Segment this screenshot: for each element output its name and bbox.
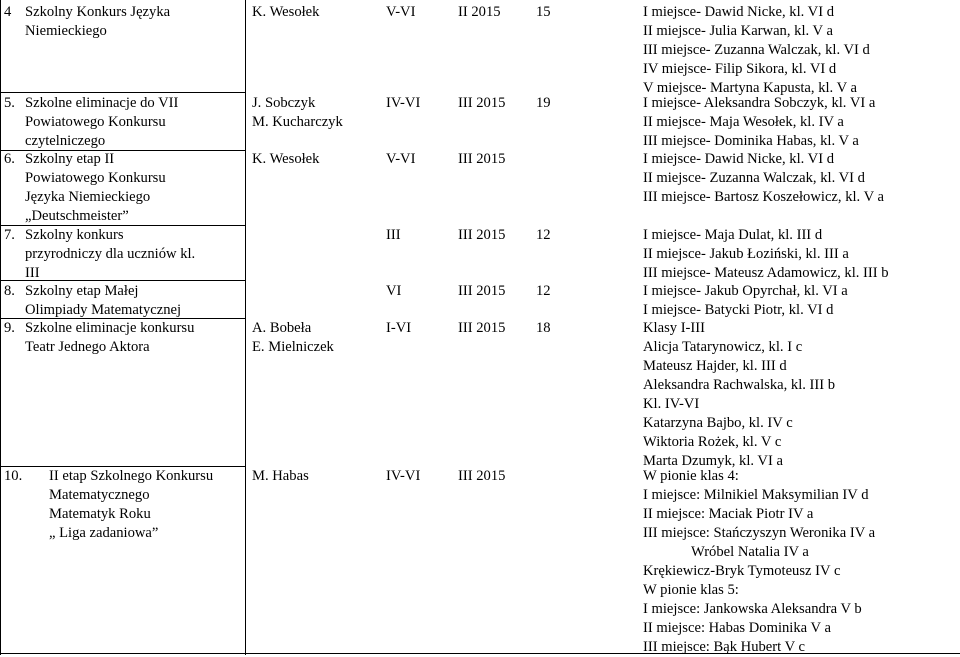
classes: V-VI	[386, 151, 416, 167]
date: III 2015	[458, 95, 506, 111]
date: III 2015	[458, 227, 506, 243]
result-line: W pionie klas 5:	[643, 582, 739, 598]
result-line: I miejsce- Aleksandra Sobczyk, kl. VI a	[643, 95, 876, 111]
contest-name-line: Teatr Jednego Aktora	[25, 339, 150, 355]
contest-name-line: Niemieckiego	[25, 23, 107, 39]
teacher-line: J. Sobczyk	[252, 95, 316, 111]
participant-count: 15	[536, 4, 551, 20]
result-line: III miejsce- Zuzanna Walczak, kl. VI d	[643, 42, 870, 58]
results	[643, 467, 875, 657]
teacher	[252, 319, 334, 357]
results	[643, 319, 835, 471]
contest-name	[25, 94, 178, 151]
contest-name-line: „Deutschmeister”	[25, 208, 129, 224]
row-number: 9.	[4, 320, 15, 336]
results	[643, 282, 848, 320]
teacher	[252, 94, 343, 132]
result-line: Klasy I-III	[643, 320, 705, 336]
results	[643, 226, 889, 283]
result-line: II miejsce: Habas Dominika V a	[643, 620, 831, 636]
contest-name-line: Szkolny etap Małej	[25, 283, 139, 299]
contest-name-line: Szkolne eliminacje konkursu	[25, 320, 195, 336]
result-line: I miejsce- Jakub Opyrchał, kl. VI a	[643, 283, 848, 299]
result-line: III miejsce- Bartosz Koszełowicz, kl. V a	[643, 189, 884, 205]
result-line: II miejsce: Maciak Piotr IV a	[643, 506, 814, 522]
contest-name-line: Matematyk Roku	[49, 506, 151, 522]
contest-name	[49, 467, 213, 543]
result-line: Katarzyna Bajbo, kl. IV c	[643, 415, 793, 431]
participant-count: 12	[536, 227, 551, 243]
date: III 2015	[458, 320, 506, 336]
classes: V-VI	[386, 4, 416, 20]
result-line: V miejsce- Martyna Kapusta, kl. V a	[643, 80, 857, 96]
contest-name-line: Powiatowego Konkursu	[25, 170, 166, 186]
contest-name-line: Języka Niemieckiego	[25, 189, 151, 205]
result-line: Wróbel Natalia IV a	[691, 544, 809, 560]
teacher-line: E. Mielniczek	[252, 339, 334, 355]
contest-name	[25, 226, 195, 283]
result-line: II miejsce- Maja Wesołek, kl. IV a	[643, 114, 844, 130]
result-line: III miejsce- Dominika Habas, kl. V a	[643, 133, 859, 149]
row-number: 5.	[4, 95, 15, 111]
result-line: I miejsce: Jankowska Aleksandra V b	[643, 601, 862, 617]
row-number: 7.	[4, 227, 15, 243]
classes: III	[386, 227, 401, 243]
result-line: Mateusz Hajder, kl. III d	[643, 358, 787, 374]
results	[643, 3, 870, 98]
result-line: III miejsce- Mateusz Adamowicz, kl. III b	[643, 265, 889, 281]
date: III 2015	[458, 468, 506, 484]
contest-name	[25, 150, 166, 226]
row-divider-4	[0, 92, 246, 93]
result-line: III miejsce: Stańczyszyn Weronika IV a	[643, 525, 876, 541]
contest-name-line: III	[25, 265, 40, 281]
result-line: II miejsce- Zuzanna Walczak, kl. VI d	[643, 170, 865, 186]
classes: VI	[386, 283, 402, 299]
contest-name-line: Szkolny Konkurs Języka	[25, 4, 171, 20]
teacher: K. Wesołek	[252, 151, 320, 167]
participant-count: 12	[536, 283, 551, 299]
table-divider-col1	[245, 0, 246, 655]
contest-name	[25, 282, 181, 320]
classes: IV-VI	[386, 468, 421, 484]
date: II 2015	[458, 4, 501, 20]
contest-name-line: Olimpiady Matematycznej	[25, 302, 182, 318]
contest-name-line: czytelniczego	[25, 133, 106, 149]
result-line: II miejsce- Jakub Łoziński, kl. III a	[643, 246, 849, 262]
teacher-line: M. Kucharczyk	[252, 114, 343, 130]
result-line: W pionie klas 4:	[643, 468, 739, 484]
contest-name-line: II etap Szkolnego Konkursu	[49, 468, 214, 484]
result-line: I miejsce- Batycki Piotr, kl. VI d	[643, 302, 834, 318]
teacher: K. Wesołek	[252, 4, 320, 20]
result-line: I miejsce- Maja Dulat, kl. III d	[643, 227, 823, 243]
results	[643, 94, 875, 151]
contest-name	[25, 3, 170, 41]
contest-name-line: Szkolne eliminacje do VII	[25, 95, 179, 111]
result-line: I miejsce- Dawid Nicke, kl. VI d	[643, 151, 835, 167]
classes: IV-VI	[386, 95, 421, 111]
contest-name	[25, 319, 194, 357]
table-border-left	[0, 0, 1, 655]
contest-name-line: Szkolny etap II	[25, 151, 115, 167]
contest-name-line: Powiatowego Konkursu	[25, 114, 166, 130]
result-line: II miejsce- Julia Karwan, kl. V a	[643, 23, 833, 39]
date: III 2015	[458, 151, 506, 167]
result-line: I miejsce- Dawid Nicke, kl. VI d	[643, 4, 835, 20]
contest-name-line: Szkolny konkurs	[25, 227, 124, 243]
contest-name-line: Matematycznego	[49, 487, 150, 503]
result-line: Alicja Tatarynowicz, kl. I c	[643, 339, 803, 355]
result-line: I miejsce: Milnikiel Maksymilian IV d	[643, 487, 869, 503]
result-line: Kl. IV-VI	[643, 396, 700, 412]
date: III 2015	[458, 283, 506, 299]
teacher-line: A. Bobeła	[252, 320, 312, 336]
participant-count: 18	[536, 320, 551, 336]
result-line: Krękiewicz-Bryk Tymoteusz IV c	[643, 563, 841, 579]
row-number: 4	[4, 4, 12, 20]
participant-count: 19	[536, 95, 551, 111]
result-line: Marta Dzumyk, kl. VI a	[643, 453, 783, 469]
classes: I-VI	[386, 320, 412, 336]
results	[643, 150, 884, 207]
row-number: 10.	[4, 468, 23, 484]
result-line: III miejsce: Bąk Hubert V c	[643, 639, 805, 655]
contest-name-line: przyrodniczy dla uczniów kl.	[25, 246, 196, 262]
row-number: 8.	[4, 283, 15, 299]
row-number: 6.	[4, 151, 15, 167]
result-line: Wiktoria Rożek, kl. V c	[643, 434, 782, 450]
result-line: Aleksandra Rachwalska, kl. III b	[643, 377, 836, 393]
result-line: IV miejsce- Filip Sikora, kl. VI d	[643, 61, 837, 77]
teacher: M. Habas	[252, 468, 309, 484]
contest-name-line: „ Liga zadaniowa”	[49, 525, 159, 541]
